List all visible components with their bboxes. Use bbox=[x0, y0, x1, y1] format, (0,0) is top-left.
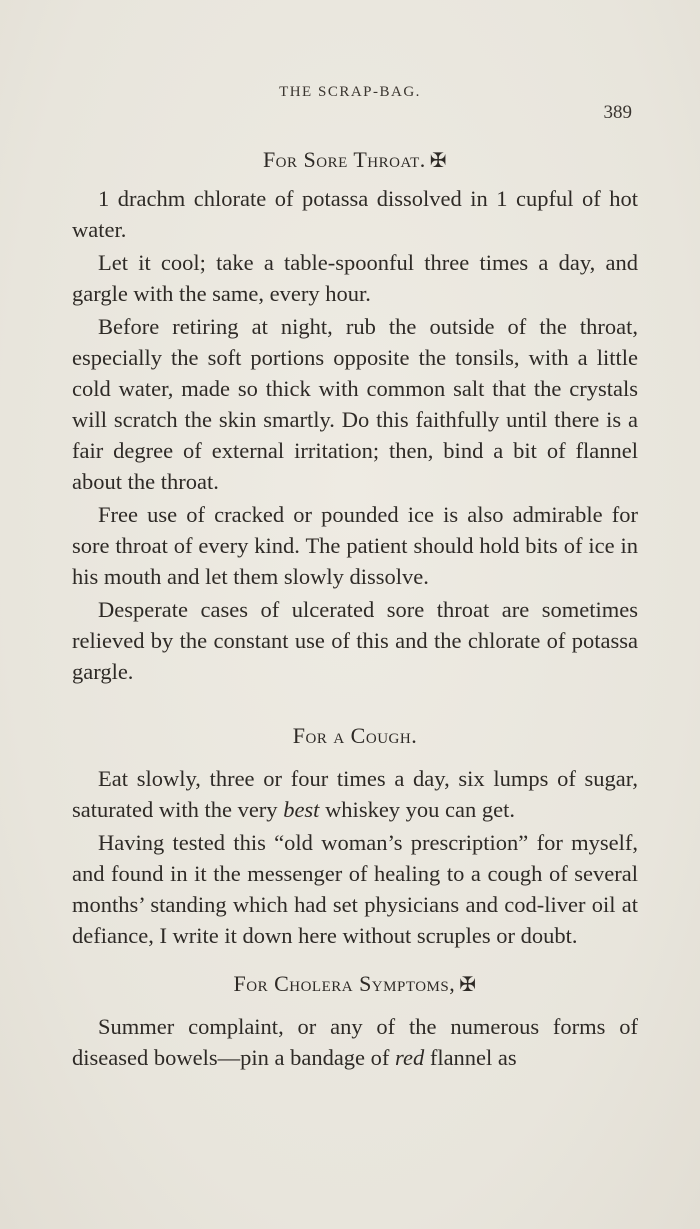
section-heading bbox=[72, 144, 638, 177]
paragraph: Having tested this “old woman’s prescription” for myself, and found in it the messenger of healing to a cough of several months’ standing which had set physicians and cod-liver oil at defiance, I write it down here without scruples or doubt. bbox=[72, 830, 638, 948]
section-heading: For a Cough. bbox=[292, 723, 418, 748]
section-cholera-symptoms bbox=[72, 968, 638, 1073]
emphasis: best bbox=[283, 797, 320, 822]
paragraph: Desperate cases of ulcerated sore throat are sometimes relieved by the constant use of this and the chlorate of potassa gargle. bbox=[72, 597, 638, 684]
heading-text: For Sore Throat. bbox=[262, 147, 426, 172]
paragraph: 1 drachm chlorate of potassa dissolved in 1 cupful of hot water. bbox=[72, 186, 638, 242]
paragraph bbox=[72, 1011, 638, 1073]
page-number: 389 bbox=[603, 102, 632, 123]
paragraph: Let it cool; take a table-spoonful three times a day, and gargle with the same, every hour. bbox=[72, 250, 638, 306]
text-run: Summer complaint, or any of the numerous forms of diseased bowels—pin a bandage of bbox=[72, 1014, 638, 1070]
section-cough bbox=[72, 720, 638, 951]
text-run: whiskey you can get. bbox=[319, 797, 516, 822]
running-head: THE SCRAP-BAG. bbox=[279, 84, 421, 100]
text-run: Eat slowly, three or four times a day, six lumps of sugar, saturated with the very bbox=[72, 766, 638, 822]
paragraph: Free use of cracked or pounded ice is also admirable for sore throat of every kind. The patient should hold bits of ice in his mouth and let them slowly dissolve. bbox=[72, 502, 638, 589]
section-heading bbox=[72, 968, 638, 1001]
section-sore-throat bbox=[72, 144, 638, 687]
emphasis: red bbox=[395, 1045, 425, 1070]
paragraph bbox=[72, 763, 638, 825]
cross-mark-icon: ✠ bbox=[459, 974, 477, 996]
cross-mark-icon: ✠ bbox=[429, 150, 448, 172]
paragraph: Before retiring at night, rub the outside of the throat, especially the soft portions opposite the tonsils, with a little cold water, made so thick with common salt that the crystals will scratch the skin smartly. Do this faithfully until there is a fair degree of external irritation; then, bind a bit of flannel about the throat. bbox=[72, 314, 638, 494]
text-run: flannel as bbox=[424, 1045, 517, 1070]
heading-text: For Cholera Symptoms, bbox=[233, 971, 456, 996]
